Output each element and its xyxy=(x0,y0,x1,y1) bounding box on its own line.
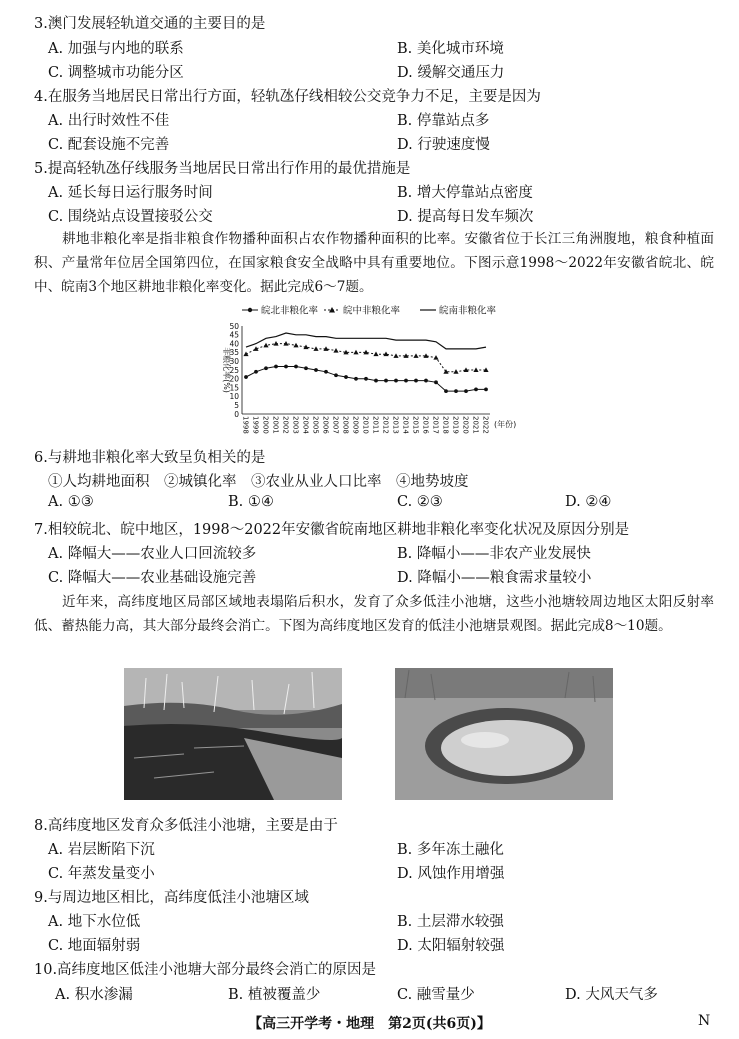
q7-option-a: A. 降幅大——农业人口回流较多 xyxy=(48,546,257,562)
x-tick-label: 2015 xyxy=(411,416,420,434)
x-tick-label: 2001 xyxy=(271,416,280,434)
x-tick-label: 1998 xyxy=(241,416,250,434)
y-tick-label: 30 xyxy=(229,357,239,366)
point-1-15 xyxy=(393,353,398,358)
point-1-21 xyxy=(453,369,458,374)
point-0-16 xyxy=(404,379,408,383)
point-0-20 xyxy=(444,389,448,393)
q6-stem: 6.与耕地非粮化率大致呈负相关的是 xyxy=(34,450,266,466)
point-0-12 xyxy=(364,377,368,381)
x-tick-label: 2020 xyxy=(461,416,470,434)
q4-option-c: C. 配套设施不完善 xyxy=(48,137,170,153)
point-0-24 xyxy=(484,387,488,391)
point-0-22 xyxy=(464,389,468,393)
y-tick-label: 50 xyxy=(229,321,239,331)
q4-option-d: D. 行驶速度慢 xyxy=(397,137,490,153)
y-tick-label: 5 xyxy=(234,401,239,410)
x-tick-label: 2021 xyxy=(471,416,480,434)
x-tick-label: 2010 xyxy=(361,416,370,434)
q8-option-a: A. 岩层断陷下沉 xyxy=(48,842,155,858)
q9-option-b: B. 土层滞水较强 xyxy=(397,914,504,930)
point-1-17 xyxy=(413,353,418,358)
q10-option-d: D. 大风天气多 xyxy=(565,987,658,1003)
q7-option-d: D. 降幅小——粮食需求量较小 xyxy=(397,570,592,586)
q3-option-d: D. 缓解交通压力 xyxy=(397,65,505,81)
point-1-23 xyxy=(473,367,478,372)
x-tick-label: 2008 xyxy=(341,416,350,434)
series-line-2 xyxy=(246,333,486,349)
chart-series xyxy=(243,333,488,393)
point-0-23 xyxy=(474,387,478,391)
q8-option-d: D. 风蚀作用增强 xyxy=(397,866,505,882)
q8-option-c: C. 年蒸发量变小 xyxy=(48,866,155,882)
point-1-7 xyxy=(313,346,318,351)
y-axis-label: 非粮化率(%) xyxy=(222,347,231,393)
point-0-7 xyxy=(314,368,318,372)
q9-option-d: D. 太阳辐射较强 xyxy=(397,938,505,954)
x-tick-label: 2022 xyxy=(481,416,490,434)
y-tick-label: 10 xyxy=(229,392,239,402)
x-tick-label: 2000 xyxy=(261,416,270,434)
q10-stem: 10.高纬度地区低洼小池塘大部分最终会消亡的原因是 xyxy=(34,962,377,978)
q8-option-b: B. 多年冻土融化 xyxy=(397,842,504,858)
point-0-13 xyxy=(374,379,378,383)
x-tick-label: 2003 xyxy=(291,416,300,434)
q6-option-a: A. ①③ xyxy=(48,494,94,510)
q6-items: ①人均耕地面积 ②城镇化率 ③农业从业人口比率 ④地势坡度 xyxy=(48,474,469,490)
point-0-2 xyxy=(264,366,268,370)
x-tick-label: 1999 xyxy=(251,416,260,434)
legend-label-2: 皖南非粮化率 xyxy=(439,305,497,317)
point-0-18 xyxy=(424,379,428,383)
q10-option-a: A. 积水渗漏 xyxy=(55,987,133,1003)
point-1-13 xyxy=(373,352,378,357)
page-footer: 【高三开学考・地理 第2页(共6页)】 xyxy=(248,1016,491,1032)
y-tick-label: 40 xyxy=(229,339,239,349)
point-1-19 xyxy=(433,355,438,360)
x-tick-label: 2007 xyxy=(331,416,340,434)
q3-option-a: A. 加强与内地的联系 xyxy=(48,41,184,57)
q7-option-c: C. 降幅大——农业基础设施完善 xyxy=(48,570,257,586)
q7-stem: 7.相较皖北、皖中地区，1998～2022年安徽省皖南地区耕地非粮化率变化状况及原因分别是 xyxy=(34,522,630,538)
x-tick-label: 2014 xyxy=(401,416,410,434)
point-0-10 xyxy=(344,375,348,379)
point-0-21 xyxy=(454,389,458,393)
passage-farmland: 耕地非粮化率是指非粮食作物播种面积占农作物播种面积的比率。安徽省位于长江三角洲腹地，粮食种植面积、产量常年位居全国第四位，在国家粮食安全战略中具有重要地位。下图示意1998～2022年安徽省皖北、皖中、皖南3个地区耕地非粮化率变化。据此完成6～7题。 xyxy=(34,231,714,295)
q4-option-b: B. 停靠站点多 xyxy=(397,113,490,129)
legend-label-1: 皖中非粮化率 xyxy=(343,305,401,317)
q5-option-d: D. 提高每日发车频次 xyxy=(397,209,534,225)
non-grain-rate-chart xyxy=(212,302,532,444)
x-tick-label: 2016 xyxy=(421,416,430,434)
x-tick-label: 2005 xyxy=(311,416,320,434)
pond-photo-right xyxy=(395,668,613,800)
y-tick-label: 20 xyxy=(229,374,239,384)
q10-option-b: B. 植被覆盖少 xyxy=(228,987,321,1003)
point-0-9 xyxy=(334,373,338,377)
q3-option-c: C. 调整城市功能分区 xyxy=(48,65,184,81)
point-0-15 xyxy=(394,379,398,383)
point-1-2 xyxy=(263,343,268,348)
x-tick-label: 2004 xyxy=(301,416,310,434)
point-0-17 xyxy=(414,379,418,383)
q3-option-b: B. 美化城市环境 xyxy=(397,41,504,57)
x-tick-label: 2018 xyxy=(441,416,450,434)
point-0-4 xyxy=(284,365,288,369)
q10-option-c: C. 融雪量少 xyxy=(397,987,475,1003)
series-line-1 xyxy=(246,344,486,372)
q9-stem: 9.与周边地区相比，高纬度低洼小池塘区域 xyxy=(34,890,309,906)
q9-option-c: C. 地面辐射弱 xyxy=(48,938,141,954)
point-0-6 xyxy=(304,366,308,370)
x-tick-label: 2002 xyxy=(281,416,290,434)
q6-option-b: B. ①④ xyxy=(228,494,274,510)
y-tick-label: 15 xyxy=(229,383,239,393)
x-axis-unit: (年份) xyxy=(494,420,517,429)
point-0-14 xyxy=(384,379,388,383)
legend-marker-0 xyxy=(248,308,252,312)
point-0-8 xyxy=(324,370,328,374)
y-tick-label: 0 xyxy=(234,409,239,419)
q4-option-a: A. 出行时效性不佳 xyxy=(48,113,170,129)
q5-option-a: A. 延长每日运行服务时间 xyxy=(48,185,213,201)
x-tick-label: 2019 xyxy=(451,416,460,434)
point-1-0 xyxy=(243,352,248,357)
point-0-3 xyxy=(274,365,278,369)
q3-stem: 3.澳门发展轻轨道交通的主要目的是 xyxy=(34,16,266,32)
legend-label-0: 皖北非粮化率 xyxy=(261,305,319,317)
q6-option-d: D. ②④ xyxy=(565,494,612,510)
q5-option-b: B. 增大停靠站点密度 xyxy=(397,185,533,201)
q9-option-a: A. 地下水位低 xyxy=(48,914,141,930)
point-0-19 xyxy=(434,380,438,384)
q7-option-b: B. 降幅小——非农产业发展快 xyxy=(397,546,591,562)
point-1-9 xyxy=(333,348,338,353)
q5-option-c: C. 围绕站点设置接驳公交 xyxy=(48,209,213,225)
point-0-0 xyxy=(244,375,248,379)
y-tick-label: 25 xyxy=(229,365,239,375)
chart-legend xyxy=(242,305,497,317)
q4-stem: 4.在服务当地居民日常出行方面，轻轨氹仔线相较公交竞争力不足，主要是因为 xyxy=(34,89,541,105)
x-tick-label: 2006 xyxy=(321,416,330,434)
x-tick-label: 2013 xyxy=(391,416,400,434)
point-0-1 xyxy=(254,370,258,374)
point-0-11 xyxy=(354,377,358,381)
y-tick-label: 35 xyxy=(229,348,239,358)
q6-option-c: C. ②③ xyxy=(397,494,443,510)
x-tick-label: 2009 xyxy=(351,416,360,434)
y-tick-label: 45 xyxy=(229,330,239,340)
q5-stem: 5.提高轻轨氹仔线服务当地居民日常出行作用的最优措施是 xyxy=(34,161,411,177)
q8-stem: 8.高纬度地区发育众多低洼小池塘，主要是由于 xyxy=(34,818,338,834)
x-tick-label: 2011 xyxy=(371,416,380,434)
x-tick-label: 2012 xyxy=(381,416,390,434)
point-0-5 xyxy=(294,365,298,369)
point-1-5 xyxy=(293,343,298,348)
pond-photo-left xyxy=(124,668,342,800)
passage-ponds: 近年来，高纬度地区局部区域地表塌陷后积水，发育了众多低洼小池塘，这些小池塘较周边地区太阳反射率低、蓄热能力高，其大部分最终会消亡。下图为高纬度地区发育的低洼小池塘景观图。据此完成8～10题。 xyxy=(34,594,714,634)
point-1-11 xyxy=(353,350,358,355)
page-mark: N xyxy=(698,1013,711,1029)
x-tick-label: 2017 xyxy=(431,416,440,434)
